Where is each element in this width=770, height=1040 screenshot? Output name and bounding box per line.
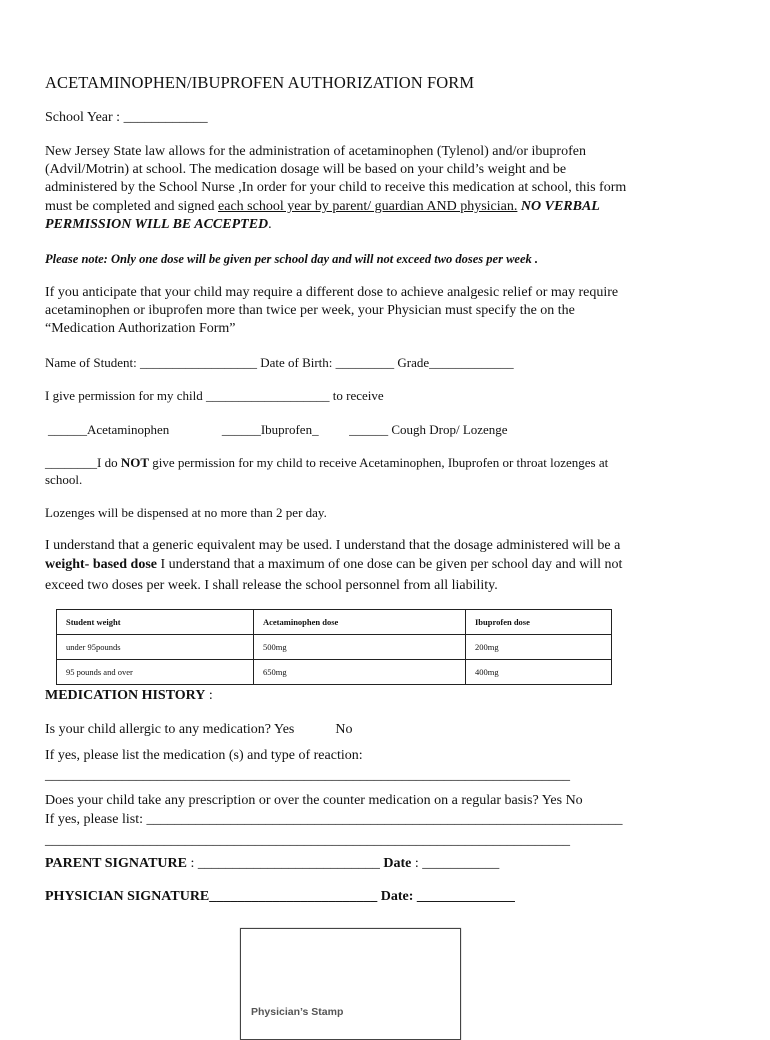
lozenge-option[interactable]: ______ Cough Drop/ Lozenge — [349, 422, 508, 437]
reaction-blank-line[interactable]: ___________________________________________________________________________ — [45, 768, 570, 783]
table-cell: 95 pounds and over — [57, 660, 254, 685]
school-year-blank[interactable]: ____________ — [123, 110, 208, 125]
permission-line[interactable]: I give permission for my child ___________________ to receive — [45, 388, 384, 403]
generic-line: I understand that a generic equivalent may be used. I understand that the dosage administered will be a — [45, 538, 621, 553]
medication-blank-line[interactable]: ___________________________________________________________________________ — [45, 833, 570, 848]
intro-line: administered by the School Nurse ,In order for your child to receive this medication at school, this form — [45, 180, 627, 195]
physician-date[interactable]: Date: ______________ — [380, 889, 515, 904]
dose-table — [56, 609, 612, 685]
allergy-yes[interactable]: Is your child allergic to any medication? Yes — [45, 722, 295, 737]
dose-note: Please note: Only one dose will be given per school day and will not exceed two doses per week . — [45, 252, 538, 266]
table-cell: 400mg — [466, 660, 612, 685]
history-heading-colon: : — [205, 688, 213, 703]
allergy-no[interactable]: No — [335, 722, 353, 737]
no-permission-text: give permission for my child to receive Acetaminophen, Ibuprofen or throat lozenges at — [149, 455, 609, 470]
table-cell: 650mg — [254, 660, 466, 685]
intro-text: must be completed and signed — [45, 199, 219, 214]
weight-based-dose-text: weight- based dose — [45, 557, 158, 572]
school-year-field[interactable] — [45, 109, 208, 127]
table-cell: 500mg — [254, 635, 466, 660]
header-acetaminophen-dose: Acetaminophen dose — [254, 610, 466, 635]
reaction-prompt: If yes, please list the medication (s) and type of reaction: — [45, 748, 363, 763]
physician-signature-label: PHYSICIAN SIGNATURE — [45, 889, 210, 904]
parent-signature-line[interactable] — [45, 855, 499, 873]
anticipate-line: “Medication Authorization Form” — [45, 321, 236, 336]
ibuprofen-option[interactable]: ______Ibuprofen_ — [221, 422, 319, 437]
anticipate-line: acetaminophen or ibuprofen more than twice per week, your Physician must specify the on the — [45, 303, 575, 318]
generic-line — [45, 556, 622, 574]
dose-table-header — [57, 610, 612, 635]
physician-stamp-label: Physician’s Stamp — [251, 1006, 344, 1018]
no-permission-line[interactable] — [45, 454, 608, 471]
table-cell: 200mg — [466, 635, 612, 660]
table-row — [57, 635, 612, 660]
generic-line: exceed two doses per week. I shall release the school personnel from all liability. — [45, 578, 498, 593]
regular-medication-question[interactable]: Does your child take any prescription or over the counter medication on a regular basis? Yes No — [45, 793, 583, 808]
anticipate-line: If you anticipate that your child may require a different dose to achieve analgesic relief or may require — [45, 285, 619, 300]
no-permission-blank[interactable]: ________I do — [45, 455, 121, 470]
no-permission-line-end: school. — [45, 472, 83, 487]
intro-line: (Advil/Motrin) at school. The medication dosage will be based on your child’s weight and be — [45, 162, 567, 177]
acetaminophen-option[interactable]: ______Acetaminophen — [48, 422, 170, 437]
physician-signature-line[interactable] — [45, 888, 515, 906]
table-cell: under 95pounds — [57, 635, 254, 660]
intro-line — [45, 216, 272, 234]
table-row — [57, 660, 612, 685]
header-ibuprofen-dose: Ibuprofen dose — [466, 610, 612, 635]
history-heading — [45, 687, 213, 705]
intro-line — [45, 198, 600, 216]
medication-list-line[interactable]: If yes, please list: ____________________________________________________________________ — [45, 812, 623, 827]
student-info-line[interactable]: Name of Student: __________________ Date of Birth: _________ Grade_____________ — [45, 355, 514, 370]
history-heading-text: MEDICATION HISTORY — [45, 688, 206, 703]
physician-signature-blank[interactable]: ________________________ — [209, 889, 381, 904]
permission-accepted-text: PERMISSION WILL BE ACCEPTED — [45, 217, 269, 232]
parent-signature-label: PARENT SIGNATURE — [45, 856, 187, 871]
parent-date-label: Date — [383, 856, 412, 871]
not-emphasis: NOT — [120, 455, 150, 470]
physician-stamp-box — [240, 928, 461, 1040]
header-student-weight: Student weight — [57, 610, 254, 635]
parent-date-blank[interactable]: : ___________ — [411, 856, 500, 871]
intro-underlined-text: each school year by parent/ guardian AND physician. — [218, 199, 518, 214]
generic-text: I understand that a maximum of one dose can be given per school day and will not — [157, 557, 623, 572]
form-title: ACETAMINOPHEN/IBUPROFEN AUTHORIZATION FORM — [45, 73, 475, 92]
medication-options — [48, 421, 508, 438]
lozenges-note: Lozenges will be dispensed at no more than 2 per day. — [45, 505, 327, 520]
intro-period: . — [268, 217, 272, 232]
allergy-question — [45, 721, 352, 739]
school-year-label: School Year : — [45, 110, 121, 125]
no-verbal-text: NO VERBAL — [517, 199, 600, 214]
parent-signature-blank[interactable]: : __________________________ — [186, 856, 384, 871]
intro-line: New Jersey State law allows for the administration of acetaminophen (Tylenol) and/or ibuprofen — [45, 144, 586, 159]
